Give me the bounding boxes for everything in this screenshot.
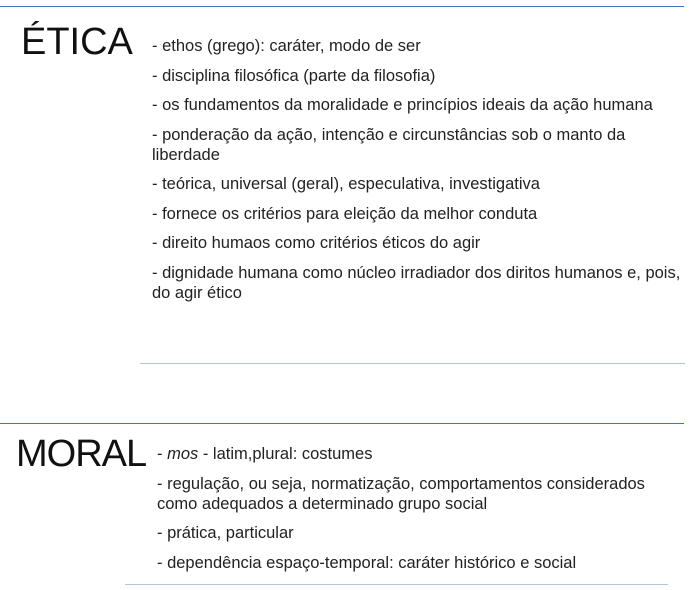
etica-item: - direito humaos como critérios éticos do agir: [152, 234, 481, 252]
moral-top-divider: [0, 423, 684, 424]
moral-bottom-divider: [125, 584, 668, 585]
etica-item: - disciplina filosófica (parte da filosofia): [152, 66, 436, 85]
moral-item-rest: - latim,plural: costumes: [198, 445, 373, 463]
top-divider: [0, 6, 684, 7]
etica-heading: ÉTICA: [21, 21, 133, 63]
etica-bottom-divider: [140, 363, 685, 364]
etica-item: - dignidade humana como núcleo irradiador dos diritos humanos e, pois, do agir ético: [152, 263, 681, 302]
moral-heading: MORAL: [16, 433, 147, 475]
etica-item: - teórica, universal (geral), especulativa, investigativa: [152, 175, 540, 193]
moral-item-mos: [157, 444, 679, 464]
moral-item-italic-term: mos: [167, 445, 199, 463]
moral-item: - regulação, ou seja, normatização, comportamentos considerados como adequados a determinado grupo social: [157, 474, 645, 513]
etica-item: - ethos (grego): caráter, modo de ser: [152, 37, 421, 55]
etica-list: [152, 36, 682, 312]
moral-item: - dependência espaço-temporal: caráter histórico e social: [157, 553, 577, 572]
moral-item-prefix: -: [157, 445, 168, 463]
etica-item: - fornece os critérios para eleição da melhor conduta: [152, 204, 538, 223]
etica-item: - ponderação da ação, intenção e circunstâncias sob o manto da liberdade: [152, 125, 626, 164]
moral-item: - prática, particular: [157, 524, 294, 542]
etica-item: - os fundamentos da moralidade e princípios ideais da ação humana: [152, 96, 653, 114]
moral-list: [157, 444, 679, 582]
